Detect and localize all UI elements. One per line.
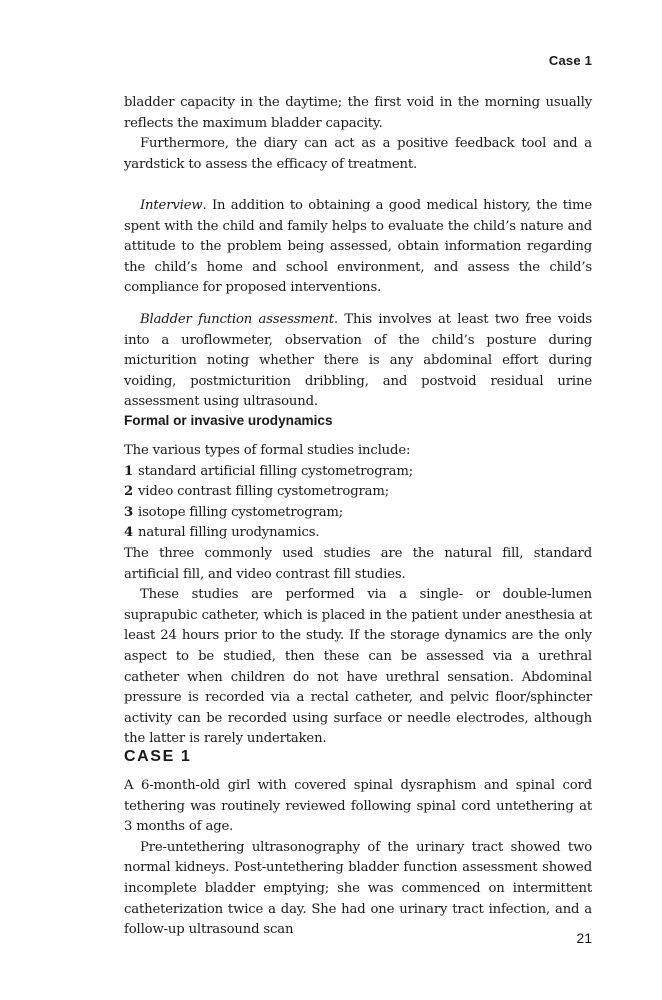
list-item: [124, 482, 592, 503]
formal-section-body: [124, 441, 592, 750]
list-number: 1: [124, 463, 134, 479]
paragraph: [124, 310, 592, 413]
list-item: [124, 523, 592, 544]
intro-block: [124, 93, 592, 175]
page-number: 21: [576, 930, 592, 946]
paragraph: The three commonly used studies are the natural fill, standard artificial fill, and video contrast fill studies.: [124, 545, 592, 582]
paragraph: The various types of formal studies include:: [124, 443, 411, 458]
case-heading: CASE 1: [124, 748, 192, 765]
paragraph: A 6-month-old girl with covered spinal dysraphism and spinal cord tethering was routinely reviewed following spinal cord untethering at 3 months of age.: [124, 778, 592, 835]
list-text: video contrast filling cystometrogram;: [138, 484, 390, 500]
paragraph: [124, 196, 592, 299]
list-number: 4: [124, 525, 134, 541]
bladder-assessment-text: . This involves at least two free voids into a uroflowmeter, observation of the child’s posture during micturition noting whether there is any abdominal effort during voiding, postmicturition dribbling, and postvoid residual urine assessment using ultrasound.: [124, 312, 592, 410]
running-head: Case 1: [548, 53, 592, 68]
list-item: [124, 462, 592, 483]
list-text: isotope filling cystometrogram;: [138, 504, 344, 520]
list-text: standard artificial filling cystometrogram;: [138, 463, 414, 479]
paragraph: bladder capacity in the daytime; the first void in the morning usually reflects the maximum bladder capacity.: [124, 95, 592, 131]
list-text: natural filling urodynamics.: [138, 525, 320, 541]
interview-text: . In addition to obtaining a good medical history, the time spent with the child and family helps to evaluate the child’s nature and attitude to the problem being assessed, obtain information regarding the child’s home and school environment, and assess the child’s compliance for proposed interventions.: [124, 198, 592, 296]
paragraph: Furthermore, the diary can act as a positive feedback tool and a yardstick to assess the efficacy of treatment.: [124, 136, 592, 172]
interview-term: Interview: [140, 198, 203, 213]
paragraph: Pre-untethering ultrasonography of the urinary tract showed two normal kidneys. Post-untethering bladder function assessment showed incomplete bladder emptying; she was commenced on intermittent catheterization twice a day. She had one urinary tract infection, and a follow-up ultrasound scan: [124, 839, 592, 938]
case-section-body: [124, 776, 592, 941]
bladder-assessment-term: Bladder function assessment: [140, 312, 334, 327]
interview-block: [124, 196, 592, 299]
bladder-assessment-block: [124, 310, 592, 413]
section-heading: Formal or invasive urodynamics: [124, 413, 333, 428]
list-number: 3: [124, 504, 134, 520]
list-item: [124, 503, 592, 524]
paragraph: These studies are performed via a single- or double-lumen suprapubic catheter, which is placed in the patient under anesthesia at least 24 hours prior to the study. If the storage dynamics are the only aspect to be studied, then these can be assessed via a urethral catheter when children do not have urethral sensation. Abdominal pressure is recorded via a rectal catheter, and pelvic floor/sphincter activity can be recorded using surface or needle electrodes, although the latter is rarely undertaken.: [124, 587, 592, 747]
list-number: 2: [124, 484, 134, 500]
